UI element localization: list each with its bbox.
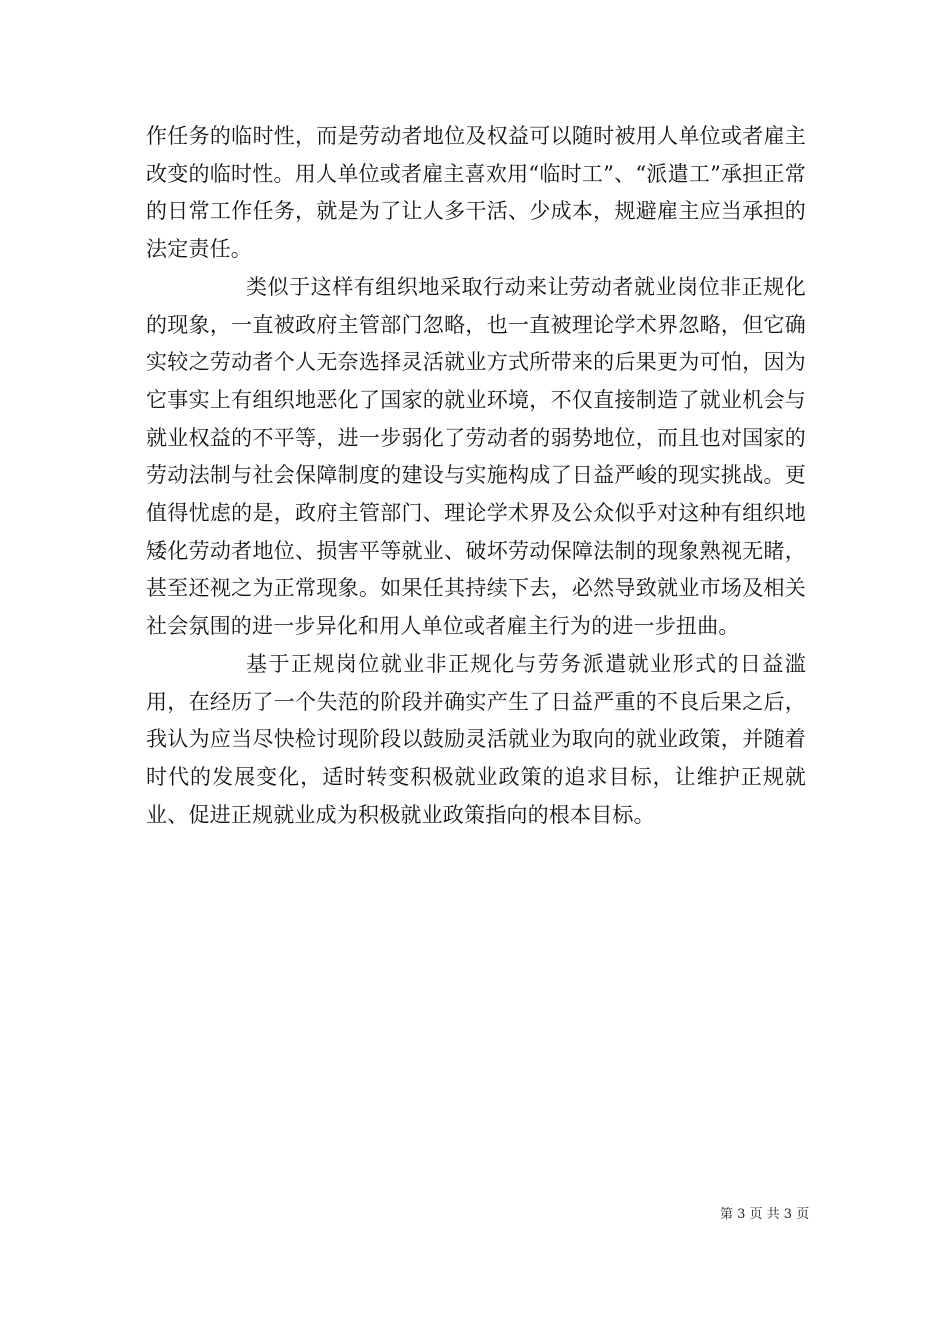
page-number: 第 3 页 共 3 页 bbox=[720, 1207, 810, 1222]
paragraph-policy-recommendation: 基于正规岗位就业非正规化与劳务派遣就业形式的日益滥用，在经历了一个失范的阶段并确实产生了日益严重的不良后果之后，我认为应当尽快检讨现阶段以鼓励灵活就业为取向的就业政策，并随着时代的发展变化，适时转变积极就业政策的追求目标，让维护正规就业、促进正规就业成为积极就业政策指向的根本目标。 bbox=[146, 651, 806, 827]
paragraph-continuation: 作任务的临时性，而是劳动者地位及权益可以随时被用人单位或者雇主改变的临时性。用人单位或者雇主喜欢用“临时工”、“派遣工”承担正常的日常工作任务，就是为了让人多干活、少成本，规避雇主应当承担的法定责任。 bbox=[146, 124, 806, 262]
paragraph-organized-informalization: 类似于这样有组织地采取行动来让劳动者就业岗位非正规化的现象，一直被政府主管部门忽略，也一直被理论学术界忽略，但它确实较之劳动者个人无奈选择灵活就业方式所带来的后果更为可怕，因为它事实上有组织地恶化了国家的就业环境，不仅直接制造了就业机会与就业权益的不平等，进一步弱化了劳动者的弱势地位，而且也对国家的劳动法制与社会保障制度的建设与实施构成了日益严峻的现实挑战。更值得忧虑的是，政府主管部门、理论学术界及公众似乎对这种有组织地矮化劳动者地位、损害平等就业、破坏劳动保障法制的现象熟视无睹，甚至还视之为正常现象。如果任其持续下去，必然导致就业市场及相关社会氛围的进一步异化和用人单位或者雇主行为的进一步扭曲。 bbox=[146, 274, 806, 639]
document-body bbox=[146, 118, 806, 834]
